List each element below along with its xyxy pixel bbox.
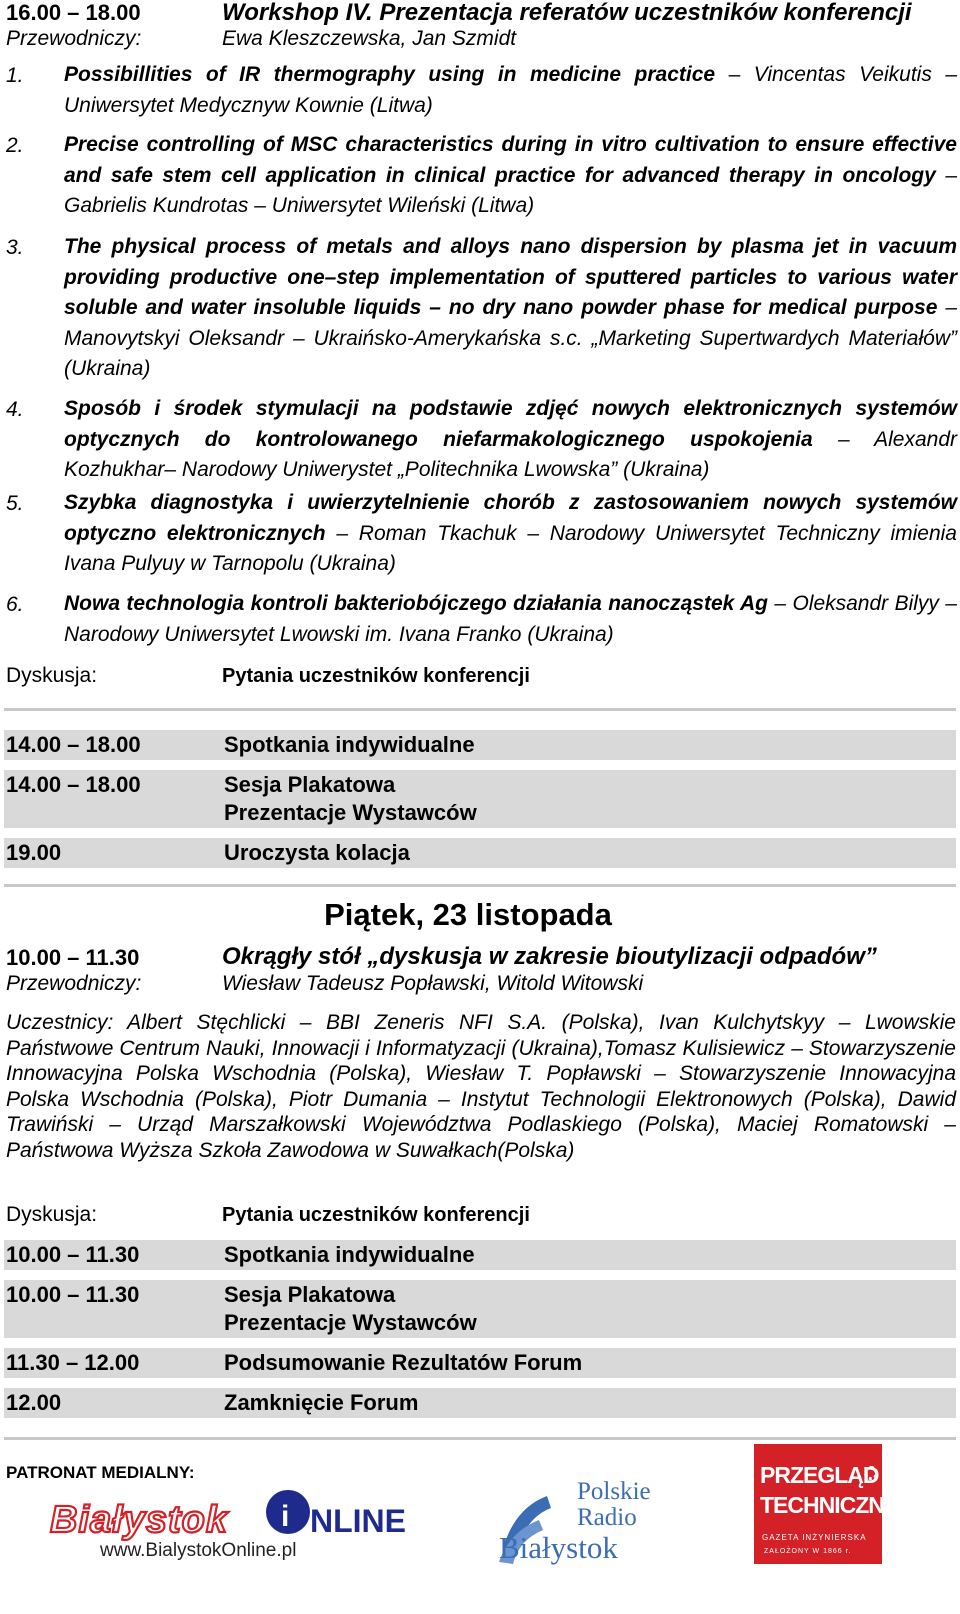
item-author: – Oleksandr Bilyy – Narodowy Uniwersytet Lwowski im. Ivana Franko (Ukraina) <box>64 592 957 646</box>
svg-text:NLINE: NLINE <box>310 1503 406 1539</box>
session-label: Sesja Plakatowa <box>224 1282 396 1307</box>
session-band <box>4 770 956 828</box>
list-item <box>64 488 957 580</box>
polskie-radio-line3: Białystok <box>499 1530 618 1565</box>
item-author: – Roman Tkachuk – Narodowy Uniwersytet Techniczny imienia Ivana Pulyuy w Tarnopolu (Ukraina) <box>64 521 957 575</box>
chair-names: Ewa Kleszczewska, Jan Szmidt <box>222 27 517 50</box>
workshop-time: 16.00 – 18.00 <box>6 0 141 25</box>
svg-text:Białystok: Białystok <box>50 1499 228 1541</box>
roundtable-time: 10.00 – 11.30 <box>6 945 140 970</box>
polskie-radio-logo[interactable] <box>495 1478 670 1568</box>
discussion-text: Pytania uczestników konferencji <box>222 1204 530 1226</box>
divider <box>4 708 956 711</box>
item-title: The physical process of metals and alloys nano dispersion by plasma jet in vacuum providing productive one–step implementation of sputtered particles to various water soluble and water insoluble liquids – no dry nano powder phase for medical purpose <box>64 235 957 319</box>
session-time: 14.00 – 18.00 <box>6 772 141 797</box>
session-time: 10.00 – 11.30 <box>6 1242 140 1267</box>
patron-label: PATRONAT MEDIALNY: <box>6 1463 195 1482</box>
chair-names: Wiesław Tadeusz Popławski, Witold Witowski <box>222 972 644 995</box>
divider <box>4 1437 956 1440</box>
session-band <box>4 730 956 760</box>
list-item <box>64 130 957 222</box>
session-label: Sesja Plakatowa <box>224 772 396 797</box>
session-band <box>4 1388 956 1418</box>
item-number: 4. <box>6 398 24 421</box>
discussion-label: Dyskusja: <box>6 664 98 687</box>
session-band <box>4 1240 956 1270</box>
session-band <box>4 838 956 868</box>
session-label: Uroczysta kolacja <box>224 840 410 865</box>
bialystok-online-url: www.BialystokOnline.pl <box>100 1540 297 1561</box>
participants-paragraph: Uczestnicy: Albert Stęchlicki – BBI Zeneris NFI S.A. (Polska), Ivan Kulchytskyy – Lwowskie Państwowe Centrum Nauki, Innowacji i Informatyzacji (Ukraina),Tomasz Kulisiewicz – Stowarzyszenie Innowacyjna Polska Wschodnia (Polska), Wiesław T. Popławski – Stowarzyszenie Innowacyjna Polska Wschodnia (Polska), Piotr Dumania – Instytut Technologii Elektronowych (Polska), Dawid Trawiński – Urząd Marszałkowski Województwa Podlaskiego (Polska), Maciej Romatowski – Państwowa Wyższa Szkoła Zawodowa w Suwałkach(Polska) <box>6 1011 956 1162</box>
session-label-secondary: Prezentacje Wystawców <box>224 1310 477 1335</box>
workshop-title: Workshop IV. Prezentacja referatów uczestników konferencji <box>222 0 912 26</box>
divider <box>4 884 956 887</box>
session-time: 14.00 – 18.00 <box>6 732 141 757</box>
polskie-radio-line2: Radio <box>577 1504 637 1531</box>
list-item <box>64 60 957 121</box>
item-title: Possibillities of IR thermography using in medicine practice <box>64 63 716 86</box>
session-time: 12.00 <box>6 1390 62 1415</box>
item-title: Precise controlling of MSC characteristics during in vitro cultivation to ensure effective and safe stem cell application in clinical practice for advanced therapy in oncology <box>64 133 957 187</box>
session-time: 11.30 – 12.00 <box>6 1350 140 1375</box>
session-band <box>4 1280 956 1338</box>
item-number: 5. <box>6 492 24 515</box>
przeglad-techniczny-logo[interactable] <box>754 1444 899 1564</box>
gear-icon <box>864 1466 878 1480</box>
list-item <box>64 394 957 486</box>
item-number: 3. <box>6 236 24 259</box>
item-author: – Alexandr Kozhukhar– Narodowy Uniwerystet „Politechnika Lwowska” (Ukraina) <box>64 427 957 481</box>
item-number: 2. <box>6 134 24 157</box>
item-number: 1. <box>6 64 24 87</box>
item-number: 6. <box>6 593 24 616</box>
item-title: Sposób i środek stymulacji na podstawie zdjęć nowych elektronicznych systemów optycznych do kontrolowanego niefarmakologicznego uspokojenia <box>64 397 957 451</box>
list-item <box>64 232 957 385</box>
item-author: – Manovytskyi Oleksandr – Ukraińsko-Amerykańska s.c. „Marketing Supertwardych Materiałów” (Ukraina) <box>64 296 957 380</box>
svg-text:i: i <box>281 1500 290 1533</box>
session-label-secondary: Prezentacje Wystawców <box>224 800 477 825</box>
przeglad-line2: TECHNICZNY <box>760 1492 899 1518</box>
przeglad-line1: PRZEGLĄD <box>760 1462 879 1488</box>
session-time: 19.00 <box>6 840 62 865</box>
chair-label: Przewodniczy: <box>6 972 142 995</box>
przeglad-line4: ZAŁOŻONY W 1866 r. <box>764 1548 852 1555</box>
session-label: Spotkania indywidualne <box>224 732 475 757</box>
session-time: 10.00 – 11.30 <box>6 1282 140 1307</box>
day-heading: Piątek, 23 listopada <box>324 897 612 932</box>
roundtable-title: Okrągły stół „dyskusja w zakresie bioutylizacji odpadów” <box>222 943 877 970</box>
item-title: Nowa technologia kontroli bakteriobójczego działania nanocząstek Ag <box>64 592 768 615</box>
item-author: – Vincentas Veikutis – Uniwersytet Medycznyw Kownie (Litwa) <box>64 63 958 117</box>
discussion-label: Dyskusja: <box>6 1203 98 1226</box>
session-label: Podsumowanie Rezultatów Forum <box>224 1350 583 1375</box>
przeglad-line3: GAZETA INŻYNIERSKA <box>762 1533 867 1542</box>
session-label: Spotkania indywidualne <box>224 1242 475 1267</box>
bialystok-online-logo[interactable] <box>48 1486 423 1566</box>
discussion-text: Pytania uczestników konferencji <box>222 665 530 687</box>
item-author: – Gabrielis Kundrotas – Uniwersytet Wileński (Litwa) <box>64 163 957 217</box>
session-label: Zamknięcie Forum <box>224 1390 419 1415</box>
polskie-radio-line1: Polskie <box>577 1478 651 1505</box>
session-band <box>4 1348 956 1378</box>
list-item <box>64 589 957 650</box>
chair-label: Przewodniczy: <box>6 27 142 50</box>
item-title: Szybka diagnostyka i uwierzytelnienie chorób z zastosowaniem nowych systemów optyczno elektronicznych <box>64 491 957 545</box>
